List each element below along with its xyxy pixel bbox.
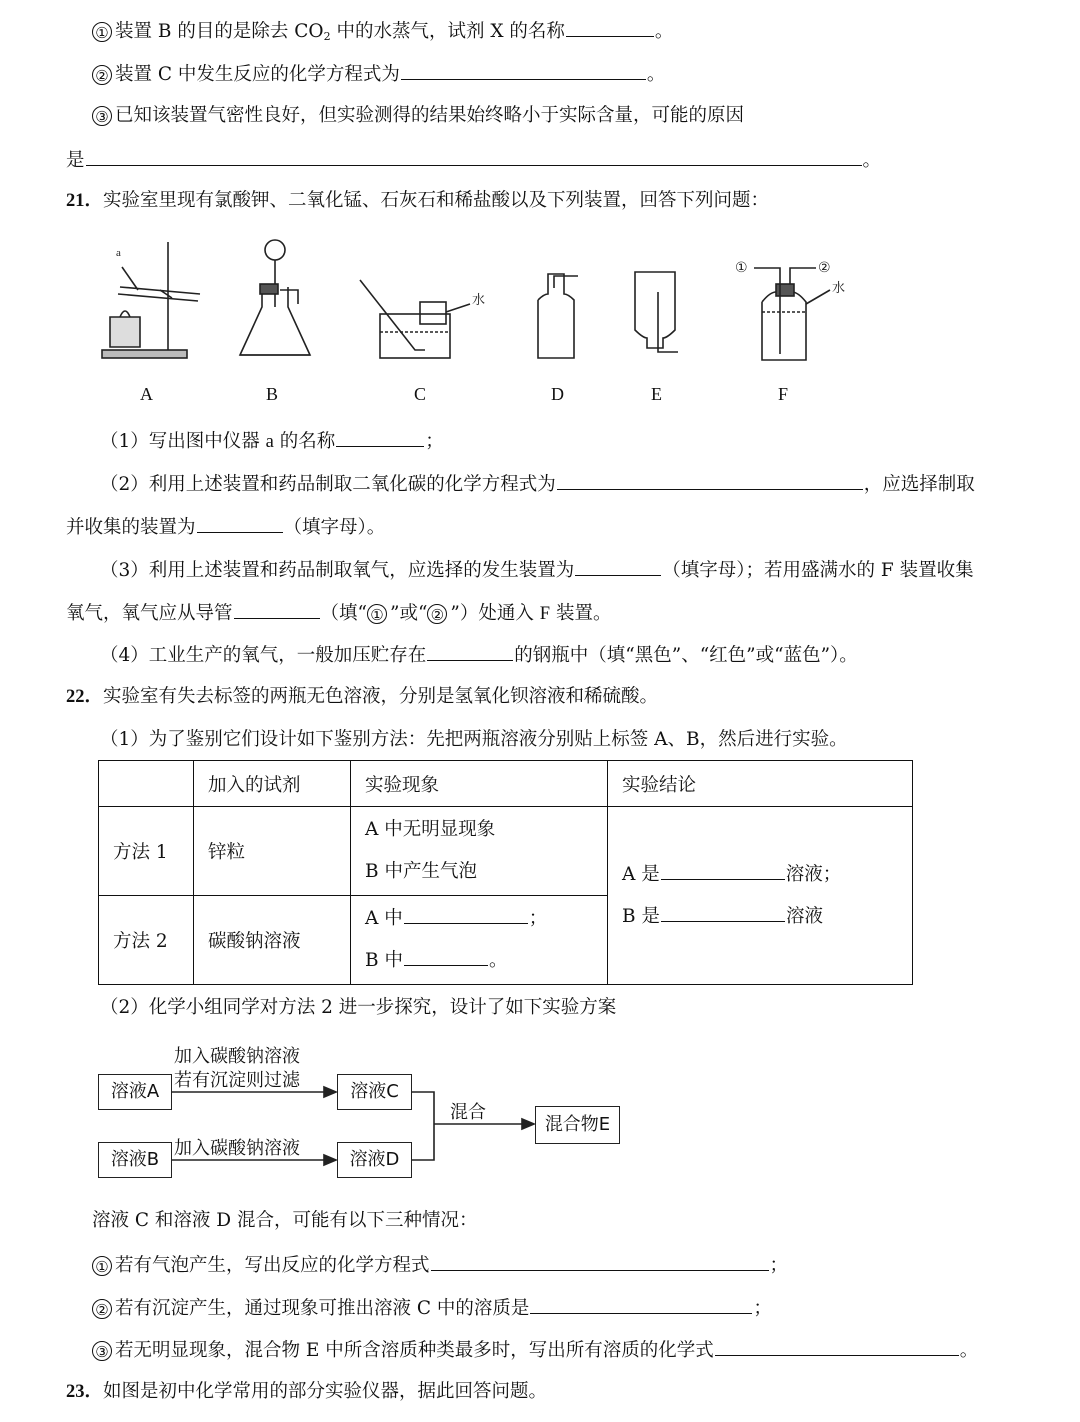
q22-stem-text: 实验室有失去标签的两瓶无色溶液，分别是氢氧化钡溶液和稀硫酸。 [103, 686, 659, 707]
q20-item1-text-b: 中的水蒸气，试剂 X 的名称 [330, 21, 565, 42]
q21-p1-text-b: 的名称 [279, 431, 336, 452]
conclusion-a-text: A 是 [622, 863, 660, 885]
method-2-phenomenon-a-end: ； [528, 908, 548, 929]
q20-item1-text-a: 装置 B 的目的是除去 CO [115, 21, 324, 42]
q21-p3-letter-f: F [539, 604, 551, 624]
apparatus-f-label-2: ② [818, 260, 831, 276]
q21-p1-letter: a [265, 432, 274, 452]
q21-p1-text-a: （1）写出图中仪器 [100, 431, 260, 452]
flow-label-add-na2co3: 加入碳酸钠溶液 [174, 1046, 300, 1067]
flow-label-filter: 若有沉淀则过滤 [174, 1070, 300, 1091]
answer-blank[interactable] [715, 1337, 959, 1356]
apparatus-label-d: D [551, 384, 564, 404]
q22-s2-end: ； [753, 1298, 772, 1319]
q21-p3-text-e: ”或“ [389, 603, 428, 624]
q22-p2-text: （2）化学小组同学对方法 2 进一步探究，设计了如下实验方案 [100, 997, 617, 1018]
q20-item3-text: 已知该装置气密性良好，但实验测得的结果始终略小于实际含量，可能的原因 [115, 105, 745, 126]
q22-situation-2 [92, 1295, 772, 1321]
q21-p4-text-b: 的钢瓶中（填“黑色”、“红色”或“蓝色”）。 [514, 645, 858, 666]
q20-item2-text: 装置 C 中发生反应的化学方程式为 [115, 64, 400, 85]
method-1-label: 方法 1 [99, 807, 194, 896]
flow-box-solution-c: 溶液C [337, 1074, 412, 1110]
apparatus-label-f: F [778, 384, 789, 404]
method-2-phenomenon-b-end: 。 [488, 950, 508, 971]
q20-item3-end: 。 [862, 150, 882, 171]
q22-s3-text: 若无明显现象，混合物 E 中所含溶质种类最多时，写出所有溶质的化学式 [115, 1340, 714, 1361]
method-1-reagent: 锌粒 [194, 807, 351, 896]
circled-number-3: ③ [92, 1341, 112, 1361]
q21-p3-text-a: （3）利用上述装置和药品制取氧气，应选择的发生装置为 [100, 560, 575, 581]
q22-p1-text: （1）为了鉴别它们设计如下鉴别方法：先把两瓶溶液分别贴上标签 A、B，然后进行实验。 [100, 729, 848, 750]
arrow-mix-head [522, 1119, 534, 1129]
q20-item3-cont-text: 是 [66, 150, 85, 171]
circled-number-2: ② [92, 1299, 112, 1319]
q21-p2-text-c: 并收集的装置为 [66, 517, 196, 538]
q22-s1-end: ； [769, 1255, 789, 1276]
circled-number-3: ③ [92, 106, 112, 126]
flow-box-solution-b: 溶液B [98, 1142, 172, 1178]
q22-situation-3 [92, 1337, 978, 1363]
conclusion-b-text: B 是 [622, 905, 660, 927]
apparatus-label-a: A [140, 384, 153, 404]
flow-label-mix: 混合 [450, 1102, 486, 1123]
q21-p3-text-c: 氧气，氧气应从导管 [66, 603, 233, 624]
arrow-b-to-d-head [324, 1155, 336, 1165]
q22-intro [92, 1209, 478, 1233]
q22-s1-text: 若有气泡产生，写出反应的化学方程式 [115, 1255, 430, 1276]
apparatus-a-label-a: a [116, 247, 121, 259]
header-reagent: 加入的试剂 [194, 761, 351, 807]
method-2-label: 方法 2 [99, 896, 194, 985]
merge-bracket [412, 1092, 434, 1160]
q20-item1-end: 。 [654, 21, 674, 42]
q21-number: 21． [66, 191, 104, 211]
apparatus-label-b: B [266, 384, 279, 404]
method-2-phenomenon-a-text: A 中 [365, 908, 403, 929]
q22-number: 22． [66, 687, 104, 707]
q21-p1-end: ； [425, 431, 444, 452]
conclusion-a-end: 溶液； [785, 863, 842, 885]
method-2-reagent: 碳酸钠溶液 [194, 896, 351, 985]
circled-number-1: ① [92, 1256, 112, 1276]
q23-stem [66, 1380, 547, 1404]
apparatus-c-label-water: 水 [472, 293, 486, 308]
apparatus-label-e: E [651, 384, 662, 404]
apparatus-f-label-1: ① [735, 260, 748, 276]
q20-item1-subscript: 2 [323, 30, 331, 43]
q21-stem-text: 实验室里现有氯酸钾、二氧化锰、石灰石和稀盐酸以及下列装置，回答下列问题： [103, 190, 770, 211]
header-phenomenon: 实验现象 [351, 761, 608, 807]
method-2-phenomenon-b-text: B 中 [365, 950, 403, 971]
method-1-phenomenon-a: A 中无明显现象 [365, 819, 496, 840]
circled-number-2: ② [427, 604, 447, 624]
apparatus-f-label-water: 水 [832, 281, 846, 296]
answer-blank[interactable] [431, 1252, 769, 1271]
q22-situation-1 [92, 1252, 788, 1278]
circled-number-2: ② [92, 65, 112, 85]
q22-s3-end: 。 [959, 1340, 979, 1361]
header-conclusion: 实验结论 [608, 761, 913, 807]
circled-number-1: ① [92, 22, 112, 42]
q21-p3-text-g: 装置。 [555, 603, 612, 624]
q21-p2-text-b: ，应选择制取 [863, 474, 975, 495]
method-1-phenomenon-b: B 中产生气泡 [365, 861, 477, 882]
q20-item2-end: 。 [646, 64, 666, 85]
q21-p3-text-d: （填“ [320, 603, 367, 624]
q21-p4-text-a: （4）工业生产的氧气，一般加压贮存在 [100, 645, 427, 666]
flow-box-mixture-e: 混合物E [535, 1106, 620, 1144]
q22-intro-text: 溶液 C 和溶液 D 混合，可能有以下三种情况： [92, 1210, 478, 1231]
arrow-a-to-c-head [324, 1087, 336, 1097]
circled-number-1: ① [367, 604, 387, 624]
flow-label-add-na2co3-b: 加入碳酸钠溶液 [174, 1138, 300, 1159]
q23-number: 23． [66, 1382, 104, 1402]
flow-box-solution-d: 溶液D [337, 1142, 412, 1178]
q21-p3-text-b: （填字母）；若用盛满水的 F 装置收集 [662, 560, 974, 581]
answer-blank[interactable] [530, 1295, 752, 1314]
apparatus-label-c: C [414, 384, 427, 404]
flow-box-solution-a: 溶液A [98, 1074, 172, 1110]
q21-p2-text-a: （2）利用上述装置和药品制取二氧化碳的化学方程式为 [100, 474, 556, 495]
q21-p3-text-f: ”）处通入 [450, 603, 534, 624]
conclusion-b-end: 溶液 [785, 905, 823, 927]
q23-stem-text: 如图是初中化学常用的部分实验仪器，据此回答问题。 [103, 1381, 548, 1402]
q22-s2-text: 若有沉淀产生，通过现象可推出溶液 C 中的溶质是 [115, 1298, 530, 1319]
q21-p2-text-d: （填字母）。 [283, 517, 386, 538]
